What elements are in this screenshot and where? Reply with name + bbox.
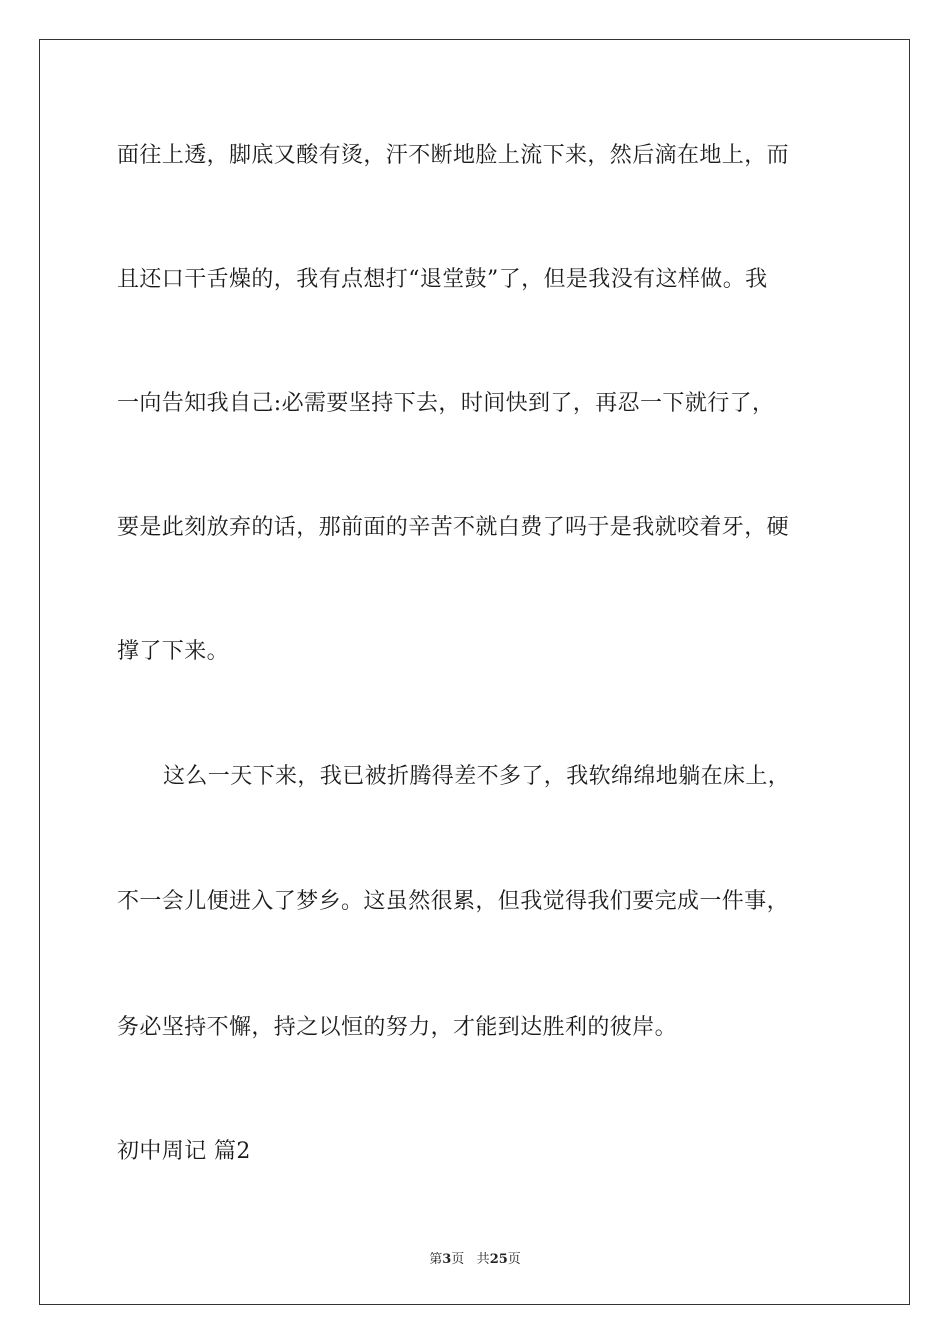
page-current: 3 <box>442 1252 452 1267</box>
paragraph-line: 务必坚持不懈，持之以恒的努力，才能到达胜利的彼岸。 <box>117 1015 678 1040</box>
paragraph-line: 不一会儿便进入了梦乡。这虽然很累，但我觉得我们要完成一件事， <box>117 889 790 914</box>
paragraph-line: 要是此刻放弃的话，那前面的辛苦不就白费了吗于是我就咬着牙，硬 <box>117 515 790 540</box>
total-prefix: 共 <box>476 1252 490 1267</box>
page-suffix: 页 <box>451 1252 465 1267</box>
paragraph-line: 且还口干舌燥的，我有点想打“退堂鼓”了，但是我没有这样做。我 <box>117 267 768 292</box>
page-footer <box>0 1248 950 1267</box>
page-border <box>39 39 910 1305</box>
page-total: 25 <box>489 1252 508 1267</box>
paragraph-line: 面往上透，脚底又酸有烫，汗不断地脸上流下来，然后滴在地上，而 <box>117 143 790 168</box>
total-suffix: 页 <box>507 1252 521 1267</box>
page-prefix: 第 <box>429 1252 443 1267</box>
paragraph-line: 撑了下来。 <box>117 639 230 664</box>
section-heading: 初中周记 篇2 <box>117 1139 251 1164</box>
paragraph-line: 这么一天下来，我已被折腾得差不多了，我软绵绵地躺在床上， <box>163 764 791 789</box>
paragraph-line: 一向告知我自己:必需要坚持下去，时间快到了，再忍一下就行了， <box>117 391 775 416</box>
